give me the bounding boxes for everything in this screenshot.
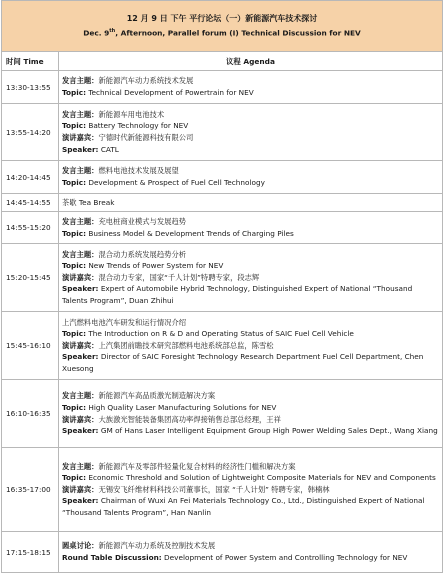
row-agenda (59, 212, 443, 244)
row-time: 13:55-14:20 (2, 104, 59, 161)
speaker-cn-label: 演讲嘉宾： (62, 340, 99, 350)
topic-cn-label: 发言主题： (62, 109, 99, 119)
row-time: 14:45-14:55 (2, 194, 59, 212)
tea-break: 茶歇 Tea Break (59, 194, 443, 212)
roundtable-en: Development of Power System and Controlling Technology for NEV (164, 553, 408, 562)
topic-cn-label: 发言主题： (62, 166, 99, 176)
table-row (2, 532, 443, 573)
topic-cn: 燃料电池技术发展及展望 (98, 166, 179, 176)
table-row (2, 161, 443, 194)
row-time: 17:15-18:15 (2, 532, 59, 573)
topic-en-label: Topic: (62, 88, 86, 97)
speaker-en-label: Speaker: (62, 352, 99, 362)
table-row (2, 194, 443, 212)
topic-cn-label: 发言主题： (62, 461, 99, 471)
table-row (2, 380, 443, 448)
table-row (2, 448, 443, 532)
row-time: 16:35-17:00 (2, 448, 59, 532)
topic-en-label: Topic: (62, 329, 86, 339)
speaker-en: Director of SAIC Foresight Technology Research Department Fuel Cell Department, Chen Xuesong (62, 352, 424, 373)
topic-cn-label: 发言主题： (62, 216, 99, 226)
roundtable-en-label: Round Table Discussion: (62, 553, 162, 562)
row-agenda (59, 71, 443, 104)
speaker-cn-label: 演讲嘉宾： (62, 133, 99, 142)
topic-cn-label: 发言主题： (62, 249, 99, 259)
topic-cn: 新能源汽车动力系统技术发展 (98, 76, 194, 86)
session-date-suffix: th (109, 27, 116, 34)
agenda-table (1, 0, 443, 573)
row-agenda (59, 532, 443, 573)
table-row (2, 104, 443, 161)
row-time: 16:10-16:35 (2, 380, 59, 448)
topic-en: Business Model & Development Trends of Charging Piles (88, 228, 294, 238)
topic-en: Development & Prospect of Fuel Cell Technology (88, 178, 265, 187)
speaker-cn-label: 演讲嘉宾： (62, 414, 99, 424)
roundtable-cn-label: 圆桌讨论： (62, 541, 99, 551)
table-row (2, 312, 443, 380)
session-header (2, 1, 443, 52)
session-title-en-text: , Afternoon, Parallel forum (I) Technical Discussion for NEV (115, 28, 361, 38)
speaker-cn: 混合动力专家，国家“千人计划”特聘专家，段志辉 (98, 272, 260, 282)
topic-en: Economic Threshold and Solution of Lightweight Composite Materials for NEV and Components (88, 473, 436, 483)
table-row (2, 244, 443, 312)
topic-en-label: Topic: (62, 121, 86, 131)
topic-en-label: Topic: (62, 228, 86, 238)
row-agenda (59, 244, 443, 312)
column-header-row (2, 52, 443, 71)
row-time: 14:20-14:45 (2, 161, 59, 194)
row-agenda (59, 104, 443, 161)
session-date: Dec. 9 (83, 28, 110, 38)
row-agenda (59, 161, 443, 194)
topic-en-label: Topic: (62, 473, 86, 483)
speaker-en: Expert of Automobile Hybrid Technology, Distinguished Expert of National “Thousand Talents Program”, Duan Zhihui (62, 284, 413, 305)
topic-en: Battery Technology for NEV (88, 121, 189, 131)
topic-en-label: Topic: (62, 402, 86, 412)
speaker-en: CATL (100, 144, 119, 154)
row-time: 15:20-15:45 (2, 244, 59, 312)
speaker-en-label: Speaker: (62, 496, 99, 506)
topic-en: The Introduction on R & D and Operating Status of SAIC Fuel Cell Vehicle (88, 329, 354, 339)
topic-en: Technical Development of Powertrain for NEV (88, 88, 254, 97)
agenda-document (1, 0, 443, 573)
topic-cn-label: 发言主题： (62, 391, 99, 401)
topic-en: High Quality Laser Manufacturing Solutions for NEV (88, 402, 277, 412)
row-time: 14:55-15:20 (2, 212, 59, 244)
row-agenda (59, 380, 443, 448)
topic-cn: 新能源汽车高品质激光制造解决方案 (98, 391, 216, 401)
topic-en: New Trends of Power System for NEV (88, 261, 224, 271)
speaker-en: Chairman of Wuxi An Fei Materials Technology Co., Ltd., Distinguished Expert of National “Thousand Talents Program”, Han Nanlin (62, 496, 425, 517)
row-time: 13:30-13:55 (2, 71, 59, 104)
topic-cn: 上汽燃料电池汽车研发和运行情况介绍 (62, 317, 187, 327)
topic-en-label: Topic: (62, 261, 86, 271)
row-agenda (59, 312, 443, 380)
table-row (2, 71, 443, 104)
row-time: 15:45-16:10 (2, 312, 59, 380)
row-agenda (59, 448, 443, 532)
speaker-cn-label: 演讲嘉宾： (62, 272, 99, 282)
speaker-cn: 大族激光智能装备集团高功率焊接销售总部总经理，王祥 (98, 414, 281, 424)
speaker-cn: 宁德时代新能源科技有限公司 (98, 133, 194, 142)
speaker-en-label: Speaker: (62, 284, 99, 294)
topic-cn-label: 发言主题： (62, 76, 99, 86)
topic-cn: 新能源车用电池技术 (98, 109, 165, 119)
topic-cn: 混合动力系统发展趋势分析 (98, 249, 187, 259)
speaker-cn: 无锡安飞纤维材料科技公司董事长，国家 “千人计划” 特聘专家，韩楠林 (98, 484, 330, 494)
column-header-agenda: 议程 Agenda (59, 52, 443, 71)
speaker-cn-label: 演讲嘉宾： (62, 484, 99, 494)
roundtable-cn: 新能源汽车动力系统及控制技术发展 (98, 541, 216, 551)
topic-cn: 新能源汽车及零部件轻量化复合材料的经济性门槛和解决方案 (98, 461, 296, 471)
topic-en-label: Topic: (62, 178, 86, 187)
speaker-cn: 上汽集团前瞻技术研究部燃料电池系统部总监，陈雪松 (98, 340, 274, 350)
table-row (2, 212, 443, 244)
session-title-cn: 12 月 9 日 下午 平行论坛（一）新能源汽车技术探讨 (126, 13, 318, 23)
topic-cn: 充电桩商业模式与发展趋势 (98, 216, 187, 226)
speaker-en-label: Speaker: (62, 426, 99, 436)
column-header-time: 时间 Time (2, 52, 59, 71)
speaker-en: GM of Hans Laser Intelligent Equipment Group High Power Welding Sales Dept., Wang Xiang (100, 426, 438, 436)
session-title-en (2, 25, 442, 39)
speaker-en-label: Speaker: (62, 144, 99, 154)
